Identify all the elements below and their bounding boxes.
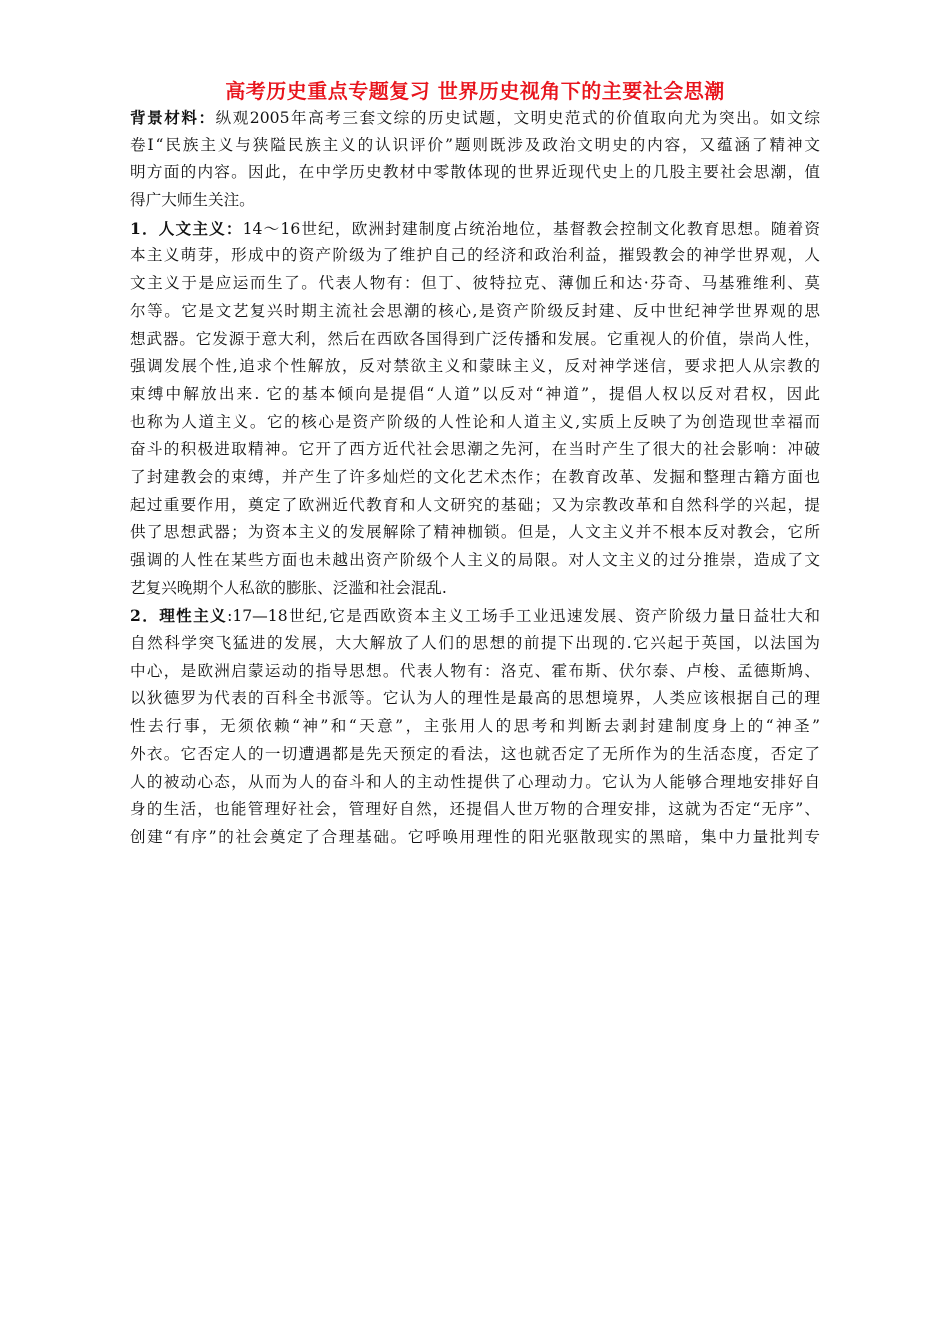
background-line-1 [130, 104, 820, 132]
background-text: 纵观2005年高考三套文综的历史试题，文明史范式的价值取向尤为突出。如文综 [215, 109, 820, 127]
section1-line-13: 强调的人性在某些方面也未越出资产阶级个人主义的局限。对人文主义的过分推崇，造成了文 [130, 551, 820, 569]
background-line-4: 得广大师生关注。 [130, 191, 255, 210]
section2-line-4: 以狄德罗为代表的百科全书派等。它认为人的理性是最高的思想境界，人类应该根据自己的理 [130, 689, 820, 708]
section2-line-5: 性去行事，无须依赖“神”和“天意”，主张用人的思考和判断去剥封建制度身上的“神圣” [130, 717, 820, 736]
background-line-3: 明方面的内容。因此，在中学历史教材中零散体现的世界近现代史上的几股主要社会思潮，值 [130, 163, 820, 182]
background-line-2: 卷Ⅰ“民族主义与狭隘民族主义的认识评价”题则既涉及政治文明史的内容，又蕴涵了精神文 [130, 135, 820, 154]
section1-line-2: 本主义萌芽，形成中的资产阶级为了维护自己的经济和政治利益，摧毁教会的神学世界观，人 [130, 246, 820, 265]
section1-line-4: 尔等。它是文艺复兴时期主流社会思潮的核心,是资产阶级反封建、反中世纪神学世界观的思 [130, 301, 820, 320]
section1-line-9: 奋斗的积极进取精神。它开了西方近代社会思潮之先河，在当时产生了很大的社会影响：冲破 [130, 440, 820, 459]
section2-text: :17—18世纪,它是西欧资本主义工场手工业迅速发展、资产阶级力量日益壮大和 [227, 607, 820, 626]
section2-line-8: 身的生活，也能管理好社会，管理好自然，还提倡人世万物的合理安排，这就为否定“无序”、 [130, 800, 820, 819]
document-body [130, 104, 820, 852]
section2-line-9: 创建“有序”的社会奠定了合理基础。它呼唤用理性的阳光驱散现实的黑暗，集中力量批判专 [130, 827, 820, 846]
background-lead: 背景材料： [130, 108, 216, 127]
section2-line-7: 人的被动心态，从而为人的奋斗和人的主动性提供了心理动力。它认为人能够合理地安排好自 [130, 772, 820, 791]
section2-line-6: 外衣。它否定人的一切遭遇都是先天预定的看法，这也就否定了无所作为的生活态度，否定了 [130, 744, 820, 763]
section1-line-7: 束缚中解放出来. 它的基本倾向是提倡“人道”以反对“神道”，提倡人权以反对君权，因此 [130, 384, 820, 403]
section1-line-3: 文主义于是应运而生了。代表人物有：但丁、彼特拉克、薄伽丘和达·芬奇、马基雅维利、莫 [130, 274, 820, 293]
section1-line-8: 也称为人道主义。它的核心是资产阶级的人性论和人道主义,实质上反映了为创造现世幸福而 [130, 412, 820, 431]
section2-line-3: 中心，是欧洲启蒙运动的指导思想。代表人物有：洛克、霍布斯、伏尔泰、卢梭、孟德斯鸠、 [130, 661, 820, 680]
section2-heading: 2．理性主义 [130, 606, 228, 626]
section1-text: 14～16世纪，欧洲封建制度占统治地位，基督教会控制文化教育思想。随着资 [242, 219, 820, 238]
section1-line-10: 了封建教会的束缚，并产生了许多灿烂的文化艺术杰作；在教育改革、发掘和整理古籍方面也 [130, 467, 820, 486]
section2-line-2: 自然科学突飞猛进的发展，大大解放了人们的思想的前提下出现的.它兴起于英国，以法国为 [130, 634, 820, 653]
section2-line-1 [130, 602, 820, 630]
section1-heading: 1．人文主义： [130, 218, 243, 238]
section1-line-12: 供了思想武器；为资本主义的发展解除了精神枷锁。但是，人文主义并不根本反对教会，它所 [130, 523, 820, 542]
section1-line-5: 想武器。它发源于意大利，然后在西欧各国得到广泛传播和发展。它重视人的价值，崇尚人性， [130, 329, 820, 348]
section1-line-14: 艺复兴晚期个人私欲的膨胀、泛滥和社会混乱. [130, 578, 447, 597]
section1-line-6: 强调发展个性,追求个性解放，反对禁欲主义和蒙昧主义，反对神学迷信，要求把人从宗教的 [130, 357, 820, 376]
section1-line-11: 起过重要作用，奠定了欧洲近代教育和人文研究的基础；又为宗教改革和自然科学的兴起，提 [130, 495, 820, 514]
section1-line-1 [130, 215, 820, 243]
document-title: 高考历史重点专题复习 世界历史视角下的主要社会思潮 [225, 79, 725, 103]
